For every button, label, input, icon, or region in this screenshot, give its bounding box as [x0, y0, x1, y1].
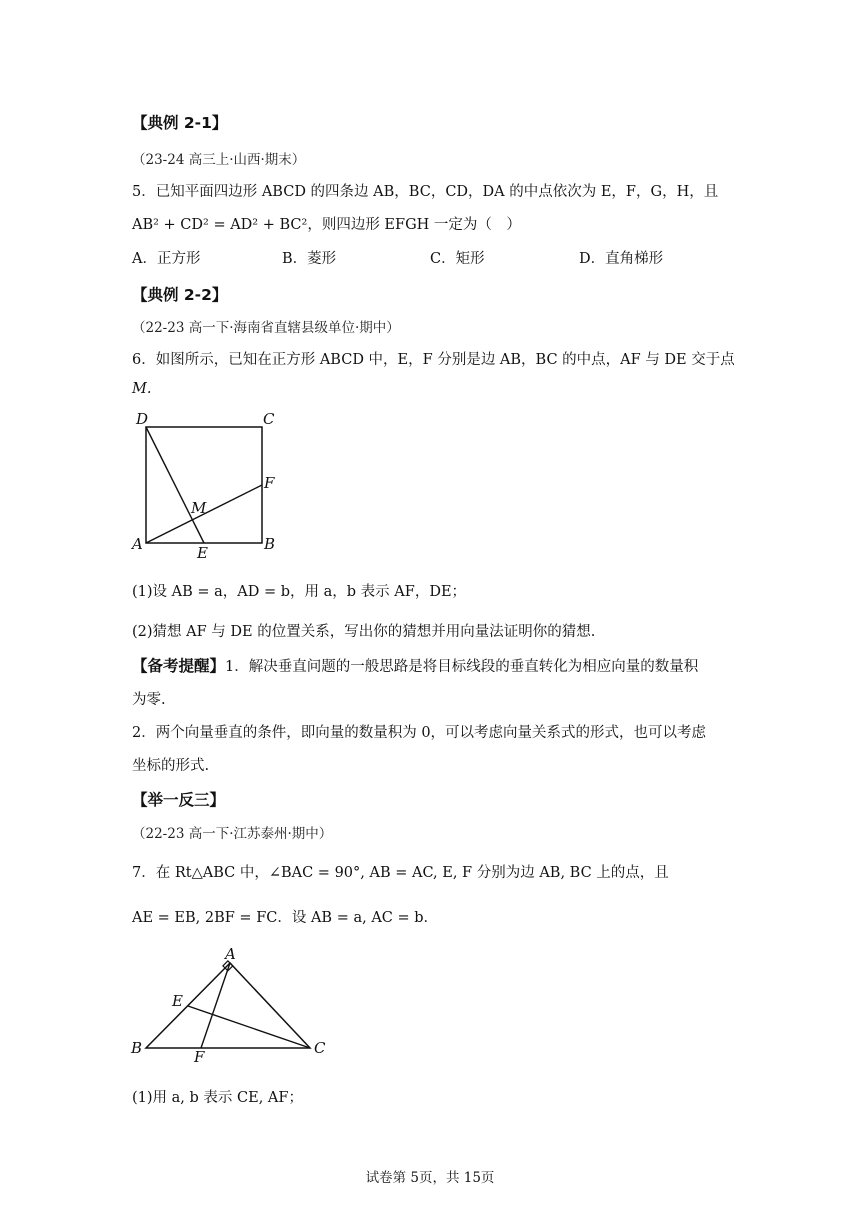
label-e: E: [172, 992, 183, 1010]
label-c: C: [263, 410, 275, 428]
triangle-figure: [126, 945, 336, 1070]
option-c: C．矩形: [430, 251, 485, 267]
label-c: C: [314, 1039, 326, 1057]
label-e: E: [197, 544, 208, 562]
option-b: B．菱形: [282, 251, 337, 267]
question-7-part-1: (1)用 a, b 表示 CE, AF；: [132, 1090, 303, 1106]
heading-example-2-2: 【典例 2-2】: [132, 286, 228, 304]
question-7-line-1: 7．在 Rt△ABC 中，∠BAC = 90°, AB = AC, E, F 分别为边 AB, BC 上的点，且: [132, 865, 669, 881]
source-note-q7: （22-23 高一下·江苏泰州·期中）: [132, 826, 333, 842]
heading-example-2-1: 【典例 2-1】: [132, 114, 228, 132]
question-6-part-2: (2)猜想 AF 与 DE 的位置关系，写出你的猜想并用向量法证明你的猜想.: [132, 624, 596, 640]
question-5-line-2: AB² + CD² = AD² + BC²，则四边形 EFGH 一定为（ ）: [132, 217, 521, 233]
question-7-line-2: AE = EB, 2BF = FC．设 AB = a, AC = b．: [132, 910, 439, 926]
tip-line-4: 坐标的形式.: [132, 758, 210, 774]
question-6-part-1: (1)设 AB = a，AD = b，用 a，b 表示 AF，DE；: [132, 584, 467, 600]
tip-line-2: 为零.: [132, 692, 166, 708]
triangle-abc: [146, 963, 310, 1048]
question-5-options: [132, 247, 732, 267]
segment-de: [146, 427, 204, 543]
option-d: D．直角梯形: [579, 251, 664, 267]
tip-text-1: 1．解决垂直问题的一般思路是将目标线段的垂直转化为相应向量的数量积: [225, 659, 699, 675]
label-f: F: [194, 1048, 205, 1066]
label-d: D: [136, 410, 149, 428]
page-footer: 试卷第 5页，共 15页: [365, 1170, 495, 1186]
segment-af: [201, 963, 230, 1048]
label-f: F: [264, 474, 275, 492]
heading-practice: 【举一反三】: [132, 791, 226, 809]
label-a: A: [132, 535, 143, 553]
label-m: M: [191, 499, 207, 517]
tip-line-1: [132, 654, 698, 676]
question-6-line-1: 6．如图所示，已知在正方形 ABCD 中，E，F 分别是边 AB，BC 的中点，AF 与 DE 交于点: [132, 352, 735, 368]
question-6-line-2: M.: [132, 381, 152, 397]
label-b: B: [264, 535, 276, 553]
question-5-line-1: 5．已知平面四边形 ABCD 的四条边 AB，BC，CD，DA 的中点依次为 E，F，G，H，且: [132, 184, 719, 200]
source-note-q5: （23-24 高三上·山西·期末）: [132, 152, 306, 168]
tip-line-3: 2．两个向量垂直的条件，即向量的数量积为 0，可以考虑向量关系式的形式，也可以考虑: [132, 725, 707, 741]
option-a: A．正方形: [132, 251, 201, 267]
square-abcd: [146, 427, 262, 543]
segment-ce: [188, 1006, 310, 1048]
square-figure: [128, 405, 288, 565]
label-a: A: [225, 945, 236, 963]
tip-heading: 【备考提醒】: [132, 657, 226, 675]
source-note-q6: （22-23 高一下·海南省直辖县级单位·期中）: [132, 320, 400, 336]
label-b: B: [131, 1039, 143, 1057]
